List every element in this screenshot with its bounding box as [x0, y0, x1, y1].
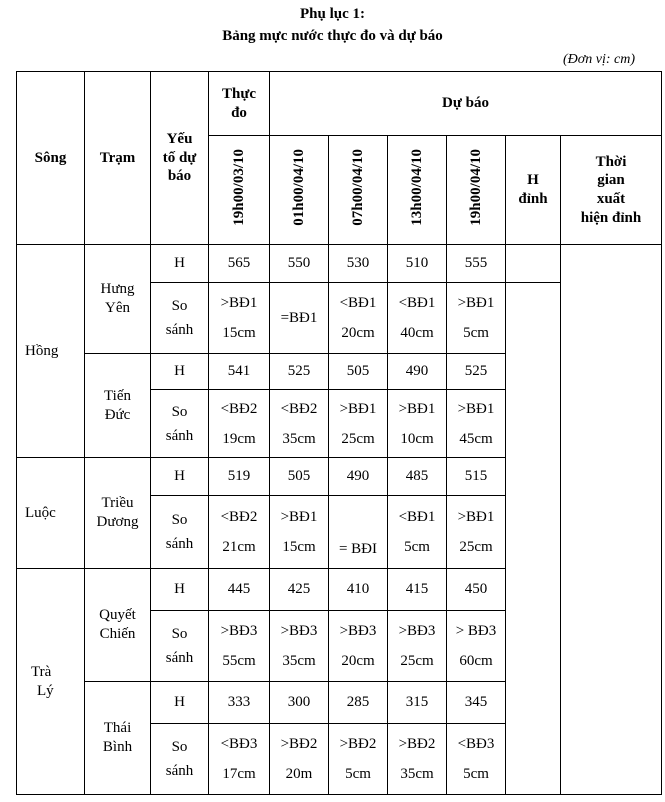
h-dinh-cell	[506, 245, 561, 283]
h-value: 490	[329, 458, 388, 496]
h-value: 565	[209, 245, 270, 283]
h-value: 541	[209, 354, 270, 390]
h-value: 530	[329, 245, 388, 283]
so-sanh-label: So sánh	[151, 283, 209, 354]
h-label: H	[151, 354, 209, 390]
compare-cell: <BĐ2 35cm	[270, 390, 329, 458]
thoi-gian-cell	[561, 245, 662, 795]
compare-cell: >BĐ3 35cm	[270, 611, 329, 682]
river-tra-ly: Trà Lý	[17, 569, 85, 795]
h-value: 515	[447, 458, 506, 496]
header-time: 07h00/04/10	[329, 136, 388, 245]
so-sanh-label: So sánh	[151, 390, 209, 458]
so-sanh-label: So sánh	[151, 496, 209, 569]
compare-cell: <BĐ1 40cm	[388, 283, 447, 354]
water-level-table	[16, 71, 662, 795]
h-value: 550	[270, 245, 329, 283]
h-value: 485	[388, 458, 447, 496]
h-value: 525	[270, 354, 329, 390]
h-value: 300	[270, 682, 329, 724]
h-value: 555	[447, 245, 506, 283]
appendix-title: Phụ lục 1:	[299, 6, 365, 22]
h-dinh-cell	[506, 283, 561, 795]
compare-cell: > BĐ3 60cm	[447, 611, 506, 682]
table-title: Bảng mực nước thực đo và dự báo	[222, 28, 443, 44]
header-time: 19h00/03/10	[209, 136, 270, 245]
compare-cell: >BĐ1 25cm	[329, 390, 388, 458]
h-value: 490	[388, 354, 447, 390]
compare-cell: >BĐ1 15cm	[270, 496, 329, 569]
compare-cell: >BĐ2 35cm	[388, 724, 447, 795]
h-value: 345	[447, 682, 506, 724]
compare-cell: <BĐ2 19cm	[209, 390, 270, 458]
station-name: Hưng Yên	[85, 245, 151, 354]
h-label: H	[151, 458, 209, 496]
compare-cell: = BĐI	[329, 496, 388, 569]
h-value: 445	[209, 569, 270, 611]
station-name: Quyết Chiến	[85, 569, 151, 682]
h-value: 425	[270, 569, 329, 611]
unit-note: (Đơn vị: cm)	[563, 52, 635, 67]
h-value: 410	[329, 569, 388, 611]
h-value: 510	[388, 245, 447, 283]
h-value: 415	[388, 569, 447, 611]
compare-cell: >BĐ1 45cm	[447, 390, 506, 458]
compare-cell: >BĐ3 25cm	[388, 611, 447, 682]
h-value: 450	[447, 569, 506, 611]
header-thoi-gian: Thời gian xuất hiện đỉnh	[561, 136, 662, 245]
so-sanh-label: So sánh	[151, 724, 209, 795]
compare-cell: >BĐ1 15cm	[209, 283, 270, 354]
header-tram: Trạm	[85, 72, 151, 245]
header-song: Sông	[17, 72, 85, 245]
station-name: Triều Dương	[85, 458, 151, 569]
h-label: H	[151, 245, 209, 283]
compare-cell: >BĐ1 5cm	[447, 283, 506, 354]
compare-cell: <BĐ1 5cm	[388, 496, 447, 569]
compare-cell: <BĐ3 17cm	[209, 724, 270, 795]
header-yeu-to: Yếu tố dự báo	[151, 72, 209, 245]
so-sanh-label: So sánh	[151, 611, 209, 682]
station-name: Thái Bình	[85, 682, 151, 795]
header-du-bao: Dự báo	[270, 72, 662, 136]
compare-cell: <BĐ1 20cm	[329, 283, 388, 354]
h-label: H	[151, 682, 209, 724]
station-name: Tiến Đức	[85, 354, 151, 458]
header-time: 01h00/04/10	[270, 136, 329, 245]
compare-cell: >BĐ2 20m	[270, 724, 329, 795]
river-hong: Hồng	[17, 245, 85, 458]
h-value: 505	[270, 458, 329, 496]
compare-cell: >BĐ2 5cm	[329, 724, 388, 795]
h-value: 519	[209, 458, 270, 496]
compare-cell: >BĐ3 20cm	[329, 611, 388, 682]
h-label: H	[151, 569, 209, 611]
h-value: 525	[447, 354, 506, 390]
header-time: 13h00/04/10	[388, 136, 447, 245]
compare-cell: >BĐ3 55cm	[209, 611, 270, 682]
h-value: 505	[329, 354, 388, 390]
compare-cell: =BĐ1	[270, 283, 329, 354]
h-value: 333	[209, 682, 270, 724]
compare-cell: <BĐ2 21cm	[209, 496, 270, 569]
header-time: 19h00/04/10	[447, 136, 506, 245]
header-h-dinh: H đỉnh	[506, 136, 561, 245]
header-thuc-do: Thực đo	[209, 72, 270, 136]
compare-cell: <BĐ3 5cm	[447, 724, 506, 795]
compare-cell: >BĐ1 25cm	[447, 496, 506, 569]
river-luoc: Luộc	[17, 458, 85, 569]
h-value: 285	[329, 682, 388, 724]
h-value: 315	[388, 682, 447, 724]
compare-cell: >BĐ1 10cm	[388, 390, 447, 458]
